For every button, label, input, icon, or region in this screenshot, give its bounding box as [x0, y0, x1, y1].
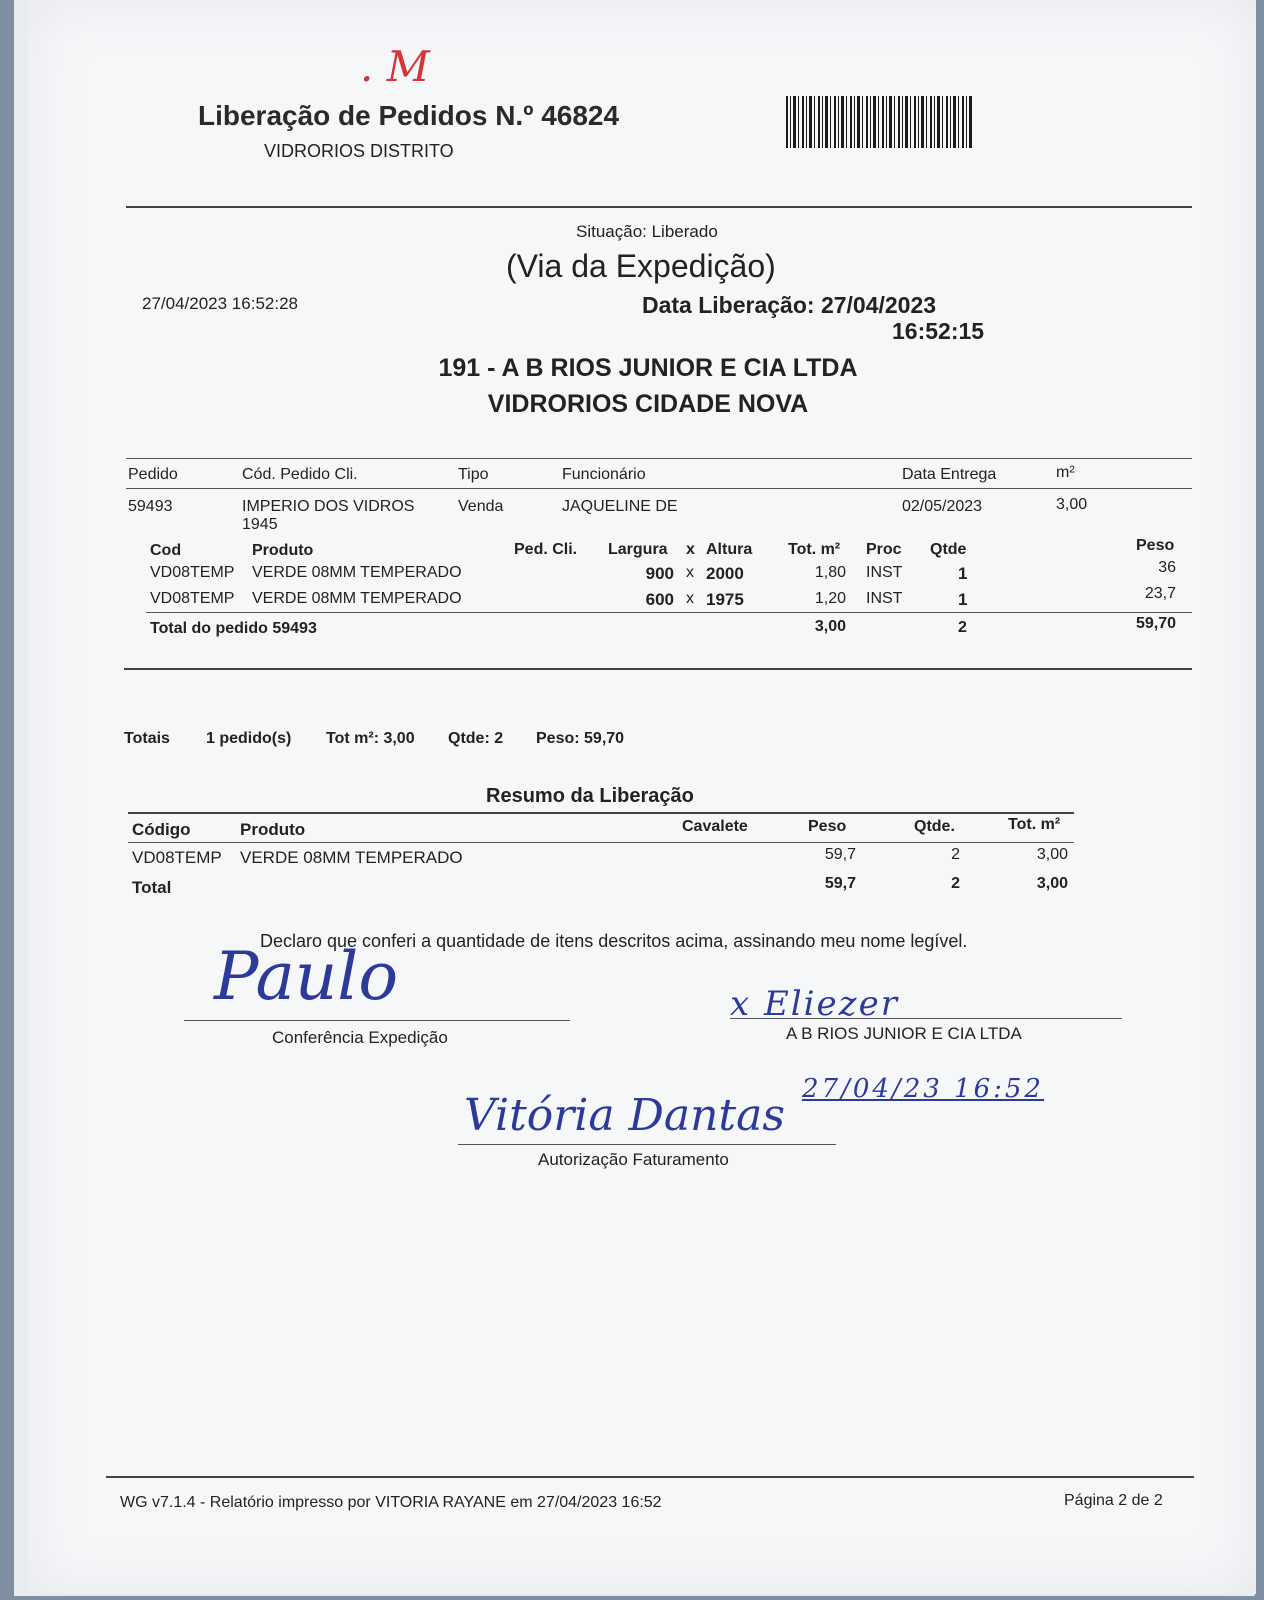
- order-total-qtde: 2: [958, 619, 967, 636]
- totals-label: Totais: [124, 730, 170, 747]
- item-produto: VERDE 08MM TEMPERADO: [252, 564, 462, 581]
- col-data-entrega: Data Entrega: [902, 466, 997, 483]
- summary-total-m2: 3,00: [1036, 875, 1068, 892]
- summary-total-label: Total: [132, 878, 172, 897]
- company-subtitle: VIDRORIOS DISTRITO: [264, 141, 454, 161]
- item-col-proc: Proc: [866, 541, 902, 558]
- order-m2: 3,00: [1056, 496, 1088, 513]
- summary-col-qtde: Qtde.: [914, 818, 955, 835]
- item-largura: 600: [645, 590, 674, 609]
- summary-col-cavalete: Cavalete: [682, 818, 748, 835]
- signature-autorizacao: Vitória Dantas: [464, 1090, 785, 1141]
- order-cod-cli-cont: 1945: [242, 516, 278, 533]
- col-pedido: Pedido: [128, 466, 178, 483]
- order-header-line: [126, 488, 1192, 489]
- client-store: VIDRORIOS CIDADE NOVA: [487, 390, 809, 418]
- item-largura: 900: [645, 564, 674, 583]
- summary-col-tot-m2: Tot. m²: [1008, 816, 1061, 833]
- summary-peso: 59,7: [824, 846, 856, 863]
- page-number: Página 2 de 2: [1064, 1492, 1163, 1509]
- item-col-tot-m2: Tot. m²: [788, 541, 841, 558]
- item-proc: INST: [866, 590, 903, 607]
- order-pedido: 59493: [128, 498, 173, 515]
- totals-m2: Tot m²: 3,00: [326, 730, 415, 747]
- order-funcionario: JAQUELINE DE: [562, 498, 678, 515]
- summary-codigo: VD08TEMP: [132, 848, 222, 867]
- summary-produto: VERDE 08MM TEMPERADO: [240, 848, 463, 867]
- signature-label-autorizacao: Autorização Faturamento: [538, 1150, 729, 1169]
- summary-header-line: [128, 842, 1074, 843]
- declaration-text: Declaro que conferi a quantidade de itens descritos acima, assinando meu nome legível.: [260, 931, 968, 951]
- item-altura: 1975: [706, 590, 744, 609]
- col-tipo: Tipo: [458, 466, 489, 483]
- order-data-entrega: 02/05/2023: [902, 498, 983, 515]
- order-total-peso: 59,70: [1135, 615, 1176, 632]
- document-page: [28, 0, 1256, 1594]
- summary-tot-m2: 3,00: [1036, 846, 1068, 863]
- summary-qtde: 2: [951, 846, 960, 863]
- item-col-peso: Peso: [1136, 537, 1175, 554]
- signature-client: x Eliezer: [730, 984, 899, 1024]
- signature-client-datetime: 27/04/23 16:52: [802, 1074, 1044, 1104]
- item-col-produto: Produto: [252, 542, 314, 559]
- item-qtde: 1: [958, 590, 968, 609]
- header-divider: [126, 206, 1192, 208]
- signature-line-autorizacao: [458, 1144, 836, 1145]
- signature-conferencia: Paulo: [214, 938, 399, 1015]
- order-section-divider: [124, 668, 1192, 670]
- copy-type-title: (Via da Expedição): [506, 248, 776, 284]
- order-tipo: Venda: [458, 498, 504, 515]
- item-peso: 23,7: [1144, 585, 1176, 602]
- summary-total-qtde: 2: [951, 875, 960, 892]
- release-time: 16:52:15: [892, 318, 985, 344]
- order-cod-cli: IMPERIO DOS VIDROS: [242, 498, 415, 515]
- order-total-m2: 3,00: [814, 618, 846, 635]
- totals-peso: Peso: 59,70: [536, 730, 625, 747]
- col-cod-pedido-cli: Cód. Pedido Cli.: [242, 466, 358, 483]
- signature-label-client: A B RIOS JUNIOR E CIA LTDA: [786, 1024, 1022, 1043]
- item-peso: 36: [1158, 559, 1176, 576]
- item-proc: INST: [866, 564, 903, 581]
- summary-total-peso: 59,7: [824, 875, 856, 892]
- signature-line-client: [730, 1018, 1122, 1019]
- summary-col-produto: Produto: [240, 820, 306, 839]
- col-m2: m²: [1056, 464, 1075, 481]
- col-funcionario: Funcionário: [562, 466, 646, 483]
- order-table-top-line: [126, 458, 1192, 459]
- item-col-cod: Cod: [150, 542, 182, 559]
- client-name: 191 - A B RIOS JUNIOR E CIA LTDA: [438, 354, 858, 382]
- item-x: x: [686, 590, 694, 607]
- item-col-largura: Largura: [608, 541, 668, 558]
- summary-title: Resumo da Liberação: [486, 785, 694, 807]
- printed-timestamp: 27/04/2023 16:52:28: [142, 294, 298, 313]
- handwritten-mark: . M: [360, 42, 430, 91]
- signature-label-conferencia: Conferência Expedição: [272, 1028, 448, 1047]
- item-tot-m2: 1,80: [814, 564, 846, 581]
- item-x: x: [686, 564, 694, 581]
- page-title: Liberação de Pedidos N.º 46824: [198, 100, 620, 131]
- release-date-label: Data Liberação: 27/04/2023: [642, 292, 937, 318]
- item-col-ped-cli: Ped. Cli.: [514, 541, 578, 558]
- item-col-x: x: [686, 541, 695, 558]
- item-qtde: 1: [958, 564, 968, 583]
- totals-qtde: Qtde: 2: [448, 730, 504, 747]
- item-produto: VERDE 08MM TEMPERADO: [252, 590, 462, 607]
- item-col-qtde: Qtde: [930, 541, 967, 558]
- summary-col-peso: Peso: [808, 818, 847, 835]
- barcode: [786, 96, 972, 148]
- order-total-label: Total do pedido 59493: [150, 620, 317, 637]
- item-cod: VD08TEMP: [150, 590, 235, 607]
- totals-pedidos: 1 pedido(s): [206, 730, 292, 747]
- status-text: Situação: Liberado: [576, 222, 718, 241]
- summary-col-codigo: Código: [132, 820, 191, 839]
- signature-line-conferencia: [184, 1020, 570, 1021]
- item-tot-m2: 1,20: [814, 590, 846, 607]
- item-col-altura: Altura: [706, 541, 753, 558]
- footer-report-info: WG v7.1.4 - Relatório impresso por VITORIA RAYANE em 27/04/2023 16:52: [120, 1494, 662, 1511]
- summary-top-line: [128, 812, 1074, 814]
- order-total-line: [146, 612, 1192, 613]
- footer-divider: [106, 1476, 1194, 1478]
- item-altura: 2000: [706, 564, 744, 583]
- item-cod: VD08TEMP: [150, 564, 235, 581]
